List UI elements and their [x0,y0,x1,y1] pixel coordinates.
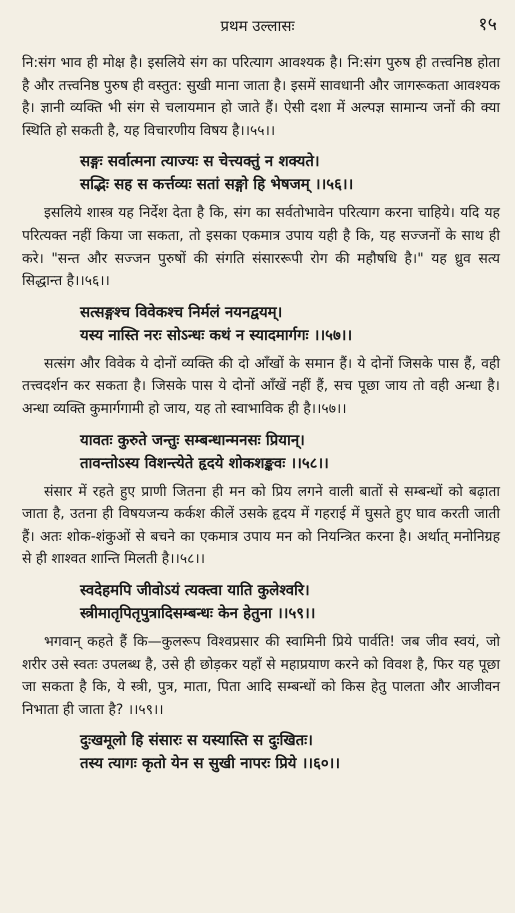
verse-line: सङ्गः सर्वात्मना त्याज्यः स चेत्त्यक्तुं न शक्यते। [80,152,320,171]
paragraph-55: नि:संग भाव ही मोक्ष है। इसलिये संग का परित्याग आवश्यक है। नि:संग पुरुष ही तत्त्वनिष्ठ होता है और तत्त्वनिष्ठ पुरुष ही वस्तुत: सुखी माना जाता है। इसमें सावधानी और जागरूकता आवश्यक है। ज्ञानी व्यक्ति भी संग से चलायमान हो जाते हैं। ऐसी दशा में अल्पज्ञ सामान्य जनों की क्या स्थिति हो सकती है, यह विचारणीय विषय है।।५५।। [22,55,500,139]
verse-line: सद्भिः सह स कर्त्तव्यः सतां सङ्गो हि भेषजम् ।।५६।। [80,175,354,194]
verse-line: तस्य त्यागः कृतो येन स सुखी नापरः प्रिये ।।६०।। [80,754,341,773]
page-number: १५ [478,14,497,35]
page-content [22,52,500,781]
paragraph-58: संसार में रहते हुए प्राणी जितना ही मन को प्रिय लगने वाली बातों से सम्बन्धों को बढ़ाता जाता है, उतना ही विषयजन्य कर्कश कीलें उसके हृदय में गहराई में घुसते हुए घाव करती जाती हैं। अतः शोक-शंकुओं से बचने का एकमात्र उपाय मन को नियन्त्रित करना है। अर्थात् मनोनिग्रह से ही शाश्वत शान्ति मिलती है।।५८।। [22,483,500,568]
verse-60 [80,729,500,775]
verse-line: सत्सङ्गश्च विवेकश्च निर्मलं नयनद्वयम्। [80,302,283,321]
verse-line: स्त्रीमातृपितृपुत्रादिसम्बन्धः केन हेतुना ।।५९।। [80,603,316,622]
paragraph-57: सत्संग और विवेक ये दोनों व्यक्ति की दो आँखों के समान हैं। ये दोनों जिसके पास हैं, वही तत्त्वदर्शन कर सकता है। जिसके पास ये दोनों आँखें नहीं हैं, सच पूछा जाय तो वही अन्धा है। अन्धा व्यक्ति कुमार्गगामी हो जाय, यह तो स्वाभाविक ही है।।५७।। [22,355,500,417]
verse-line: दुःखमूलो हि संसारः स यस्यास्ति स दुःखितः। [80,731,313,750]
verse-line: यावतः कुरुते जन्तुः सम्बन्धान्मनसः प्रियान्। [80,430,305,449]
chapter-title: प्रथम उल्लासः [220,17,295,35]
verse-line: स्वदेहमपि जीवोऽयं त्यक्त्वा याति कुलेश्वरि। [80,580,310,599]
verse-57 [80,301,500,347]
paragraph-59: भगवान् कहते हैं कि—कुलरूप विश्वप्रसार की स्वामिनी प्रिये पार्वति! जब जीव स्वयं, जो शरीर उसे स्वतः उपलब्ध है, उसे ही छोड़कर यहाँ से महाप्रयाण करने को विवश है, फिर यह पूछा जा सकता है कि, ये स्त्री, पुत्र, माता, पिता आदि सम्बन्धों को किस हेतु पालता और आजीवन निभाता ही जाता है? ।।५९।। [22,633,500,718]
verse-59 [80,579,500,625]
verse-line: तावन्तोऽस्य विशन्त्येते हृदये शोकशङ्कवः ।।५८।। [80,453,329,472]
verse-56 [80,150,500,196]
verse-58 [80,429,500,475]
page-header [0,12,515,38]
verse-line: यस्य नास्ति नरः सोऽन्धः कथं न स्यादमार्गगः ।।५७।। [80,325,353,344]
paragraph-56: इसलिये शास्त्र यह निर्देश देता है कि, संग का सर्वतोभावेन परित्याग करना चाहिये। यदि यह परित्यक्त नहीं किया जा सकता, तो इसका एकमात्र उपाय यही है कि, यह सज्जनों के साथ ही करे। "सन्त और सज्जन पुरुषों की संगति संसाररूपी रोग की महौषधि है।" यह ध्रुव सत्य सिद्धान्त है।।५६।। [22,205,500,290]
